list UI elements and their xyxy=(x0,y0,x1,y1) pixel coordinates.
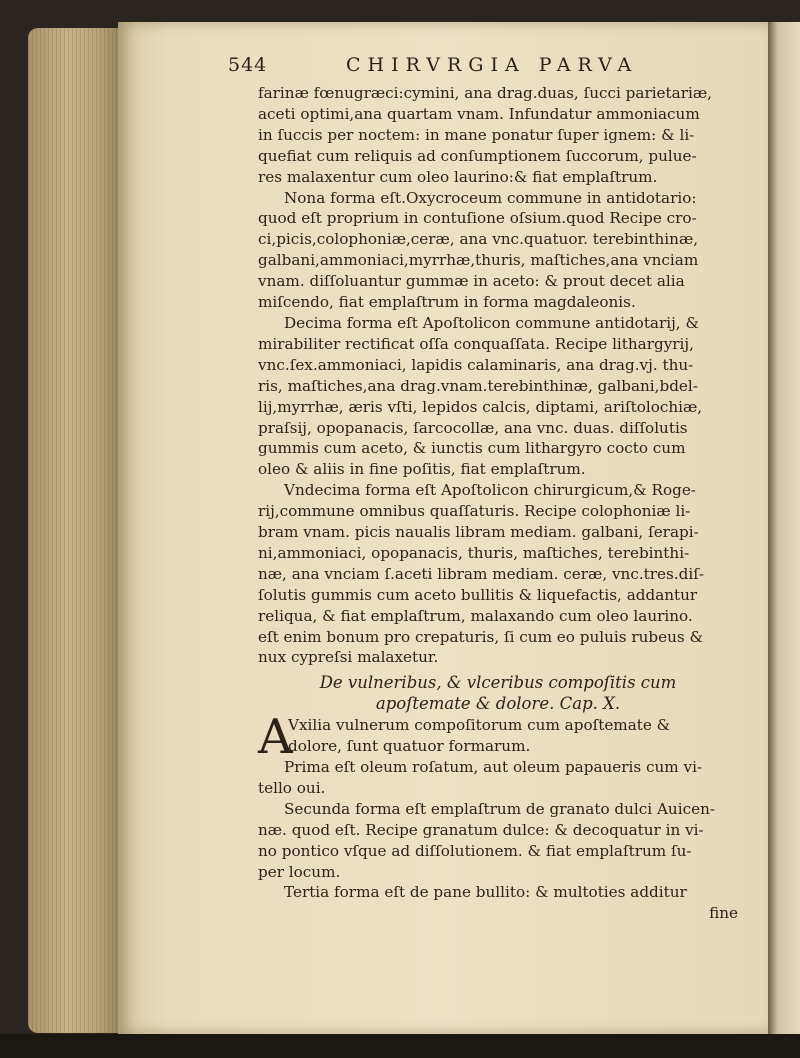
page-number: 544 xyxy=(228,54,268,76)
chapter-heading xyxy=(258,673,738,715)
text-line: Vndecima forma eſt Apoſtolicon chirurgicum,& Roge- xyxy=(284,481,696,500)
text-line: Tertia forma eſt de pane bullito: & multoties additur xyxy=(284,883,687,902)
text-line: no pontico vſque ad diſſolutionem. & fiat emplaſtrum ſu- xyxy=(258,841,692,860)
paragraph-5 xyxy=(258,757,738,799)
paragraph-6 xyxy=(258,799,738,883)
text-line: per locum. xyxy=(258,862,341,881)
text-line: Vxilia vulnerum compoſitorum cum apoſtemate & xyxy=(288,716,671,735)
paragraph-7 xyxy=(258,882,738,903)
paragraph-1 xyxy=(258,83,738,188)
text-line: eſt enim bonum pro crepaturis, ſi cum eo puluis rubeus & xyxy=(258,627,704,646)
text-line: tello oui. xyxy=(258,778,326,797)
text-line: quefiat cum reliquis ad conſumptionem ſuccorum, pulue- xyxy=(258,146,697,165)
chapter-heading-line: De vulneribus, & vlceribus compoſitis cum xyxy=(319,673,677,693)
text-line: ni,ammoniaci, opopanacis, thuris, maſtiches, terebinthi- xyxy=(258,543,690,562)
text-line: farinæ fœnugræci:cymini, ana drag.duas, ſucci parietariæ, xyxy=(258,84,712,102)
text-line: gummis cum aceto, & iunctis cum lithargyro cocto cum xyxy=(258,439,686,458)
text-line: galbani,ammoniaci,myrrhæ,thuris, maſtiches,ana vnciam xyxy=(258,251,699,270)
bottom-shadow xyxy=(0,1034,800,1058)
text-line: reliqua, & fiat emplaſtrum, malaxando cum oleo laurino. xyxy=(258,606,693,625)
text-line: lij,myrrhæ, æris vſti, lepidos calcis, diptami, ariſtolochiæ, xyxy=(258,397,703,416)
text-line: vnc.ſex.ammoniaci, lapidis calaminaris, ana drag.vj. thu- xyxy=(258,355,694,374)
chapter-heading-line: apoſtemate & dolore. Cap. X. xyxy=(375,694,621,714)
text-line: Decima forma eſt Apoſtolicon commune antidotarij, & xyxy=(284,313,699,332)
text-line: Prima eſt oleum roſatum, aut oleum papaueris cum vi- xyxy=(284,758,703,776)
text-line: næ. quod eſt. Recipe granatum dulce: & decoquatur in vi- xyxy=(258,820,704,839)
text-line: quod eſt proprium in contuſione oſsium.quod Recipe cro- xyxy=(258,209,697,228)
catchword: fine xyxy=(709,904,738,923)
text-line: ci,picis,colophoniæ,ceræ, ana vnc.quatuor. terebinthinæ, xyxy=(258,230,699,249)
text-line: dolore, ſunt quatuor formarum. xyxy=(288,737,531,756)
page-header xyxy=(228,54,738,83)
chapter-opening xyxy=(258,709,738,766)
running-head: CHIRVRGIA PARVA xyxy=(346,54,639,76)
text-line: nux cypreſsi malaxetur. xyxy=(258,648,439,667)
text-line: bram vnam. picis naualis libram mediam. galbani, ſerapi- xyxy=(258,523,699,542)
text-line: in ſuccis per noctem: in mane ponatur ſuper ignem: & li- xyxy=(258,125,695,144)
book-page-edges xyxy=(28,28,128,1033)
text-line: miſcendo, fiat emplaſtrum in forma magdaleonis. xyxy=(258,293,636,312)
facing-page-edge xyxy=(768,22,800,1034)
text-line: ris, maſtiches,ana drag.vnam.terebinthinæ, galbani,bdel- xyxy=(258,376,698,395)
text-line: vnam. diſſoluantur gummæ in aceto: & prout decet alia xyxy=(258,272,685,291)
drop-cap: A xyxy=(258,709,293,766)
page-text xyxy=(228,54,738,924)
text-line: ſolutis gummis cum aceto bullitis & liquefactis, addantur xyxy=(258,585,698,604)
paragraph-2 xyxy=(258,188,738,313)
text-line: rij,commune omnibus quaſſaturis. Recipe colophoniæ li- xyxy=(258,502,691,521)
paragraph-3 xyxy=(258,313,738,480)
text-line: Nona forma eſt.Oxycroceum commune in antidotario: xyxy=(284,188,697,207)
text-line: Secunda forma eſt emplaſtrum de granato dulci Auicen- xyxy=(284,799,715,818)
text-line: praſsij, opopanacis, ſarcocollæ, ana vnc. duas. diſſolutis xyxy=(258,418,688,437)
paragraph-4 xyxy=(258,480,738,668)
text-line: res malaxentur cum oleo laurino:& fiat emplaſtrum. xyxy=(258,167,658,186)
text-line: oleo & aliis in fine poſitis, fiat emplaſtrum. xyxy=(258,460,586,479)
text-line: aceti optimi,ana quartam vnam. Infundatur ammoniacum xyxy=(258,104,700,123)
text-line: næ, ana vnciam ſ.aceti libram mediam. ceræ, vnc.tres.diſ- xyxy=(258,564,704,583)
text-line: mirabiliter rectificat oſſa conquaſſata. Recipe lithargyrij, xyxy=(258,334,694,353)
